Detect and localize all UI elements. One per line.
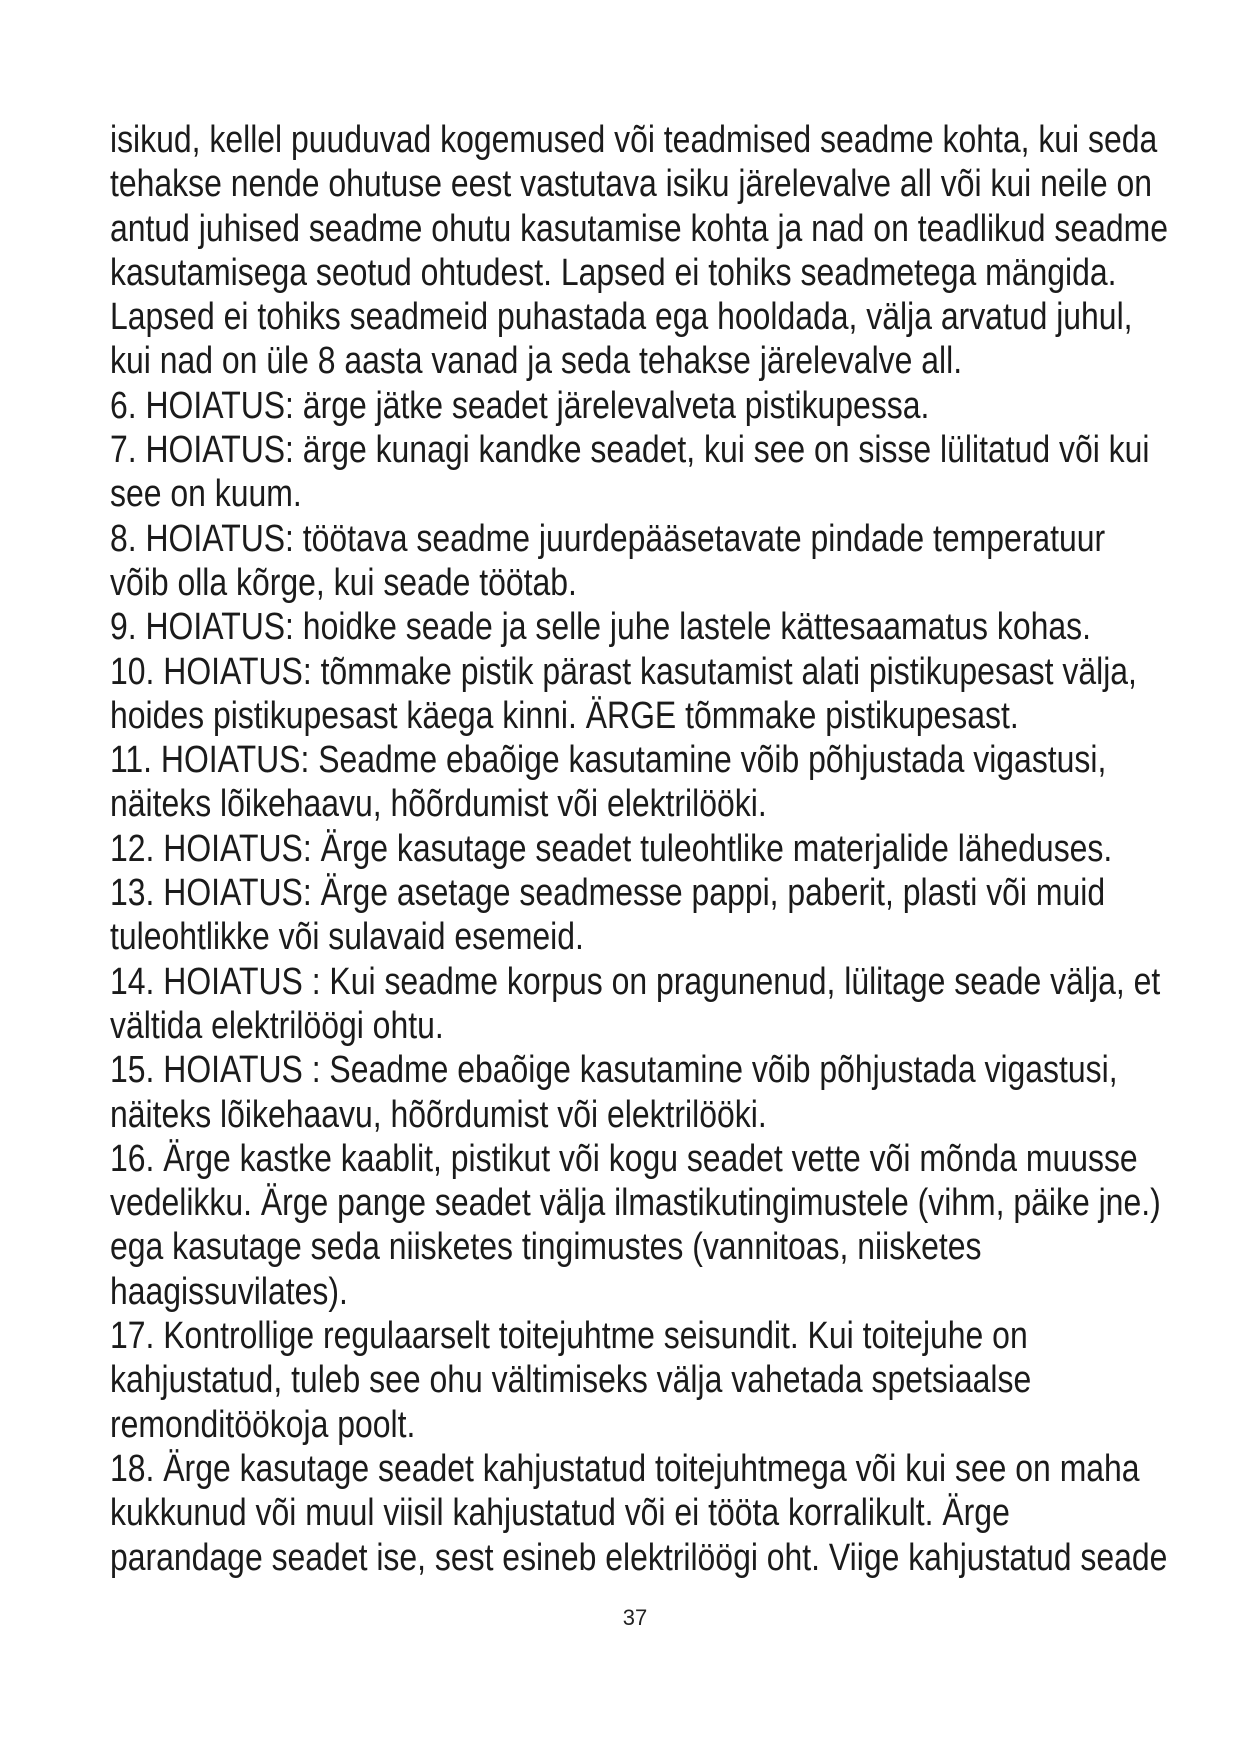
text-line: see on kuum. (110, 473, 302, 516)
warning-item-7 (110, 428, 1200, 517)
text-line: hoides pistikupesast käega kinni. ÄRGE tõmmake pistikupesast. (110, 694, 1019, 737)
text-line: 13. HOIATUS: Ärge asetage seadmesse pappi, paberit, plasti või muid (110, 872, 1106, 915)
text-line: 6. HOIATUS: ärge jätke seadet järelevalveta pistikupessa. (110, 384, 930, 427)
text-line: 18. Ärge kasutage seadet kahjustatud toitejuhtmega või kui see on maha (110, 1447, 1140, 1490)
text-line: vedelikku. Ärge pange seadet välja ilmastikutingimustele (vihm, päike jne.) (110, 1182, 1161, 1225)
instruction-item-17 (110, 1314, 1200, 1447)
text-line: kukkunud või muul viisil kahjustatud või ei tööta korralikult. Ärge (110, 1492, 1010, 1535)
text-line: 7. HOIATUS: ärge kunagi kandke seadet, kui see on sisse lülitatud või kui (110, 429, 1150, 472)
warning-item-13 (110, 871, 1200, 960)
text-line: võib olla kõrge, kui seade töötab. (110, 561, 577, 604)
body-text (110, 118, 1200, 1580)
warning-item-6 (110, 384, 1200, 428)
warning-item-11 (110, 738, 1200, 827)
text-line: 8. HOIATUS: töötava seadme juurdepääsetavate pindade temperatuur (110, 517, 1106, 560)
paragraph-continued (110, 118, 1200, 384)
instruction-item-18 (110, 1447, 1200, 1580)
text-line: kahjustatud, tuleb see ohu vältimiseks välja vahetada spetsiaalse (110, 1359, 1032, 1402)
text-line: 12. HOIATUS: Ärge kasutage seadet tuleohtlike materjalide läheduses. (110, 827, 1113, 870)
instruction-item-16 (110, 1137, 1200, 1314)
text-line: 9. HOIATUS: hoidke seade ja selle juhe lastele kättesaamatus kohas. (110, 606, 1091, 649)
warning-item-12 (110, 827, 1200, 871)
text-line: parandage seadet ise, sest esineb elektrilöögi oht. Viige kahjustatud seade (110, 1536, 1168, 1579)
text-line: 15. HOIATUS : Seadme ebaõige kasutamine võib põhjustada vigastusi, (110, 1049, 1118, 1092)
text-line: näiteks lõikehaavu, hõõrdumist või elektrilööki. (110, 783, 767, 826)
warning-item-8 (110, 517, 1200, 606)
text-line: tuleohtlikke või sulavaid esemeid. (110, 916, 584, 959)
text-line: 14. HOIATUS : Kui seadme korpus on pragunenud, lülitage seade välja, et (110, 960, 1161, 1003)
text-line: kasutamisega seotud ohtudest. Lapsed ei tohiks seadmetega mängida. (110, 251, 1117, 294)
text-line: 16. Ärge kastke kaablit, pistikut või kogu seadet vette või mõnda muusse (110, 1137, 1138, 1180)
text-line: 10. HOIATUS: tõmmake pistik pärast kasutamist alati pistikupesast välja, (110, 650, 1137, 693)
text-line: haagissuvilates). (110, 1270, 348, 1313)
text-line: remonditöökoja poolt. (110, 1403, 416, 1446)
text-line: näiteks lõikehaavu, hõõrdumist või elektrilööki. (110, 1093, 767, 1136)
warning-item-9 (110, 605, 1200, 649)
text-line: antud juhised seadme ohutu kasutamise kohta ja nad on teadlikud seadme (110, 207, 1168, 250)
text-line: vältida elektrilöögi ohtu. (110, 1004, 444, 1047)
warning-item-14 (110, 960, 1200, 1049)
text-line: tehakse nende ohutuse eest vastutava isiku järelevalve all või kui neile on (110, 163, 1152, 206)
warning-item-10 (110, 650, 1200, 739)
text-line: 17. Kontrollige regulaarselt toitejuhtme seisundit. Kui toitejuhe on (110, 1315, 1028, 1358)
page-number: 37 (622, 1605, 648, 1630)
text-line: 11. HOIATUS: Seadme ebaõige kasutamine võib põhjustada vigastusi, (110, 739, 1107, 782)
text-line: Lapsed ei tohiks seadmeid puhastada ega hooldada, välja arvatud juhul, (110, 296, 1133, 339)
warning-item-15 (110, 1048, 1200, 1137)
text-line: ega kasutage seda niisketes tingimustes (vannitoas, niisketes (110, 1226, 982, 1269)
text-line: kui nad on üle 8 aasta vanad ja seda tehakse järelevalve all. (110, 340, 963, 383)
text-line: isikud, kellel puuduvad kogemused või teadmised seadme kohta, kui seda (110, 119, 1158, 161)
